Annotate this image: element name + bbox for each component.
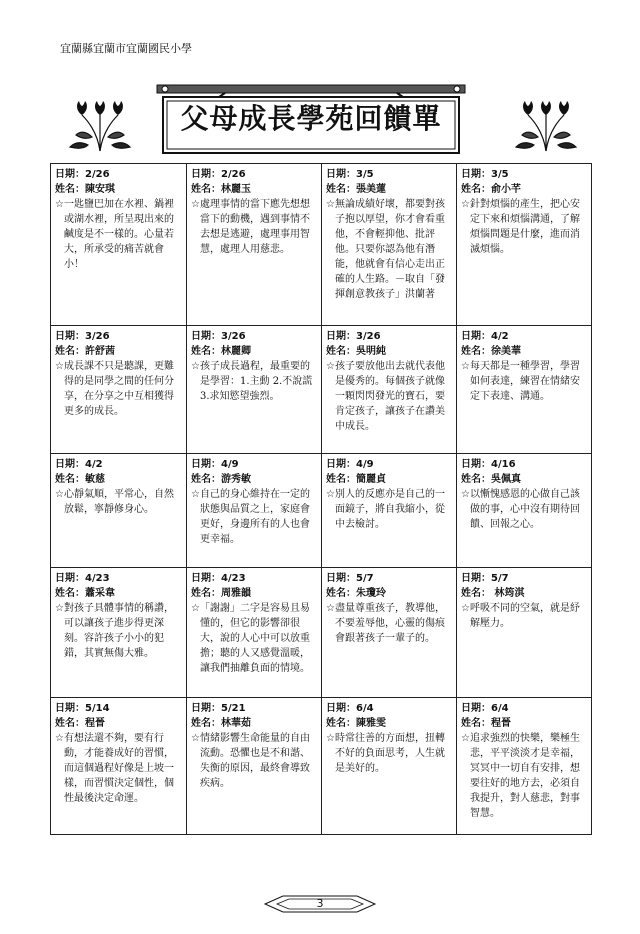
star-icon: ☆ [55,489,64,500]
card-body [461,197,587,257]
card-name [461,586,587,601]
name-value: 陳安琪 [85,184,115,195]
name-value: 敏慈 [85,474,105,485]
date-value: 2/26 [85,169,110,180]
feedback-card [457,568,592,698]
card-date [461,571,587,586]
card-date [191,329,317,344]
date-label: 日期： [191,459,221,470]
feedback-card [187,568,322,698]
card-date [326,701,452,716]
card-date [326,457,452,472]
card-name [55,586,182,601]
card-text: 「謝謝」二字是容易且易懂的，但它的影響卻很大，說的人心中可以放重擔；聽的人又感覺溫暖，讓我們抽離負面的情境。 [199,603,310,674]
card-date [461,329,587,344]
card-body [191,359,317,404]
date-value: 4/9 [221,459,239,470]
name-value: 程晉 [491,718,511,729]
date-label: 日期： [55,169,85,180]
name-label: 姓名： [55,718,85,729]
card-name [461,182,587,197]
name-value: 林筠淇 [491,588,525,599]
card-name [326,344,452,359]
card-date [55,571,182,586]
card-name [326,716,452,731]
card-date [326,329,452,344]
name-value: 俞小芊 [491,184,521,195]
card-name [461,716,587,731]
date-value: 5/21 [221,703,246,714]
card-date [461,167,587,182]
card-name [461,344,587,359]
card-date [461,701,587,716]
date-value: 6/4 [356,703,374,714]
name-value: 簡麗貞 [356,474,386,485]
card-body [55,731,182,806]
left-flower-icon [68,101,132,157]
date-value: 3/26 [221,331,246,342]
date-value: 4/2 [85,459,103,470]
card-body [191,197,317,257]
date-label: 日期： [461,703,491,714]
card-name [191,472,317,487]
card-body [326,731,452,776]
grid-row [51,164,592,326]
star-icon: ☆ [461,733,470,744]
date-label: 日期： [191,331,221,342]
name-value: 林麗卿 [221,346,251,357]
name-value: 朱瓊玲 [356,588,386,599]
name-value: 蕭采韋 [85,588,115,599]
name-label: 姓名： [461,474,491,485]
card-text: 對孩子具體事情的稱讚，可以讓孩子進步得更深刻。容許孩子小小的犯錯，其實無傷大雅。 [63,603,174,659]
name-label: 姓名： [191,346,221,357]
card-date [55,167,182,182]
date-label: 日期： [326,169,356,180]
card-text: 別人的反應亦是自己的一面鏡子，將自我縮小，從中去檢討。 [334,489,445,530]
star-icon: ☆ [461,489,470,500]
name-label: 姓名： [326,184,356,195]
star-icon: ☆ [461,603,470,614]
page-title: 父母成長學苑回饋單 [180,102,442,135]
name-label: 姓名： [191,588,221,599]
name-label: 姓名： [461,588,491,599]
card-text: 自己的身心維持在一定的狀態與品質之上，家庭會更好，身邊所有的人也會更幸福。 [199,489,310,545]
name-label: 姓名： [326,346,356,357]
card-name [326,472,452,487]
star-icon: ☆ [191,199,200,210]
feedback-card [322,568,457,698]
card-text: 追求強烈的快樂，樂極生悲，平平淡淡才是幸福，冥冥中一切自有安排，想要往好的地方去，必須自我提升，對人慈悲，對事智慧。 [469,733,580,819]
card-name [191,716,317,731]
grid-row [51,454,592,568]
card-name [55,716,182,731]
name-value: 林華茹 [221,718,251,729]
grid-row [51,568,592,698]
card-text: 心靜氣順，平常心，自然放鬆，寧靜修身心。 [63,489,174,515]
card-date [55,457,182,472]
feedback-card [187,164,322,326]
card-text: 時常往善的方面想，扭轉不好的負面思考，人生就是美好的。 [334,733,445,774]
star-icon: ☆ [55,603,64,614]
feedback-card [187,454,322,568]
card-date [191,701,317,716]
name-value: 陳雅雯 [356,718,386,729]
date-value: 3/26 [356,331,381,342]
feedback-card [322,698,457,835]
date-value: 4/23 [221,573,246,584]
card-body [461,487,587,532]
name-label: 姓名： [191,184,221,195]
star-icon: ☆ [55,199,64,210]
date-value: 5/7 [491,573,509,584]
card-name [326,182,452,197]
star-icon: ☆ [326,361,335,372]
card-body [55,487,182,517]
card-body [191,601,317,676]
feedback-grid [50,163,592,835]
card-date [191,571,317,586]
card-text: 無論成績好壞，都要對孩子抱以厚望，你才會看重他，不會輕抑他、批評他。只要你認為他有潛能，他就會有信心走出正確的人生路。－取自「發揮創意教孩子」洪蘭著 [334,199,445,300]
star-icon: ☆ [326,199,335,210]
date-value: 4/16 [491,459,516,470]
feedback-card [187,326,322,454]
date-label: 日期： [461,331,491,342]
date-value: 4/2 [491,331,509,342]
grid-row [51,326,592,454]
card-body [191,487,317,547]
card-text: 盡量尊重孩子，教導他，不要羞辱他，心靈的傷痕會跟著孩子一輩子的。 [334,603,445,644]
card-text: 每天都是一種學習，學習如何表達，練習在情緒安定下表達、溝通。 [469,361,580,402]
name-label: 姓名： [55,184,85,195]
date-value: 4/23 [85,573,110,584]
feedback-card [51,568,187,698]
card-name [461,472,587,487]
card-date [55,701,182,716]
date-label: 日期： [55,459,85,470]
card-date [326,571,452,586]
name-label: 姓名： [191,474,221,485]
feedback-card [322,326,457,454]
card-text: 針對煩惱的產生，把心安定下來和煩惱溝通，了解煩惱問題是什麼，進而消滅煩惱。 [469,199,580,255]
name-value: 徐美華 [491,346,521,357]
name-value: 吳明純 [356,346,386,357]
date-value: 6/4 [491,703,509,714]
card-text: 處理事情的當下應先想想當下的動機，遇到事情不去想是逃避，處理事用智慧，處理人用慈悲。 [199,199,310,255]
card-text: 孩子成長過程，最重要的是學習：1.主動 2.不說謊 3.求知慾望強烈。 [199,361,313,402]
card-name [191,586,317,601]
card-body [326,601,452,646]
name-label: 姓名： [461,718,491,729]
star-icon: ☆ [55,361,64,372]
feedback-card [322,164,457,326]
name-value: 林麗玉 [221,184,251,195]
card-text: 孩子要放他出去就代表他是優秀的。每個孩子就像一顆閃閃發光的寶石，要肯定孩子，讓孩子在讚美中成長。 [334,361,445,432]
card-name [55,344,182,359]
star-icon: ☆ [55,733,64,744]
name-label: 姓名： [326,474,356,485]
date-value: 2/26 [221,169,246,180]
card-text: 以慚愧感恩的心做自己該做的事，心中沒有期待回饋、回報之心。 [469,489,580,530]
date-label: 日期： [55,573,85,584]
name-value: 張美蓮 [356,184,386,195]
star-icon: ☆ [461,361,470,372]
card-body [55,197,182,272]
date-label: 日期： [461,459,491,470]
date-label: 日期： [326,703,356,714]
card-date [191,457,317,472]
feedback-card [457,164,592,326]
date-label: 日期： [191,169,221,180]
feedback-card [51,326,187,454]
name-label: 姓名： [326,588,356,599]
star-icon: ☆ [326,489,335,500]
card-text: 有想法還不夠，要有行動，才能養成好的習慣，而這個過程好像是上坡一樣，而習慣決定個性，個性最後決定命運。 [63,733,174,804]
card-body [326,487,452,532]
name-label: 姓名： [55,474,85,485]
card-name [191,344,317,359]
title-banner [155,83,467,157]
card-body [55,359,182,419]
name-label: 姓名： [55,588,85,599]
card-text: 情緒影響生命能量的自由流動。恐懼也是不和諧、失衡的原因，最終會導致疾病。 [199,733,310,789]
name-label: 姓名： [191,718,221,729]
card-body [461,601,587,631]
star-icon: ☆ [326,603,335,614]
card-body [461,731,587,821]
feedback-card [187,698,322,835]
star-icon: ☆ [326,733,335,744]
date-value: 4/9 [356,459,374,470]
name-value: 周雅韻 [221,588,251,599]
card-body [326,359,452,434]
feedback-card [457,326,592,454]
date-label: 日期： [461,169,491,180]
date-label: 日期： [326,573,356,584]
date-value: 5/14 [85,703,110,714]
feedback-card [457,454,592,568]
name-value: 吳佩真 [491,474,521,485]
card-name [55,182,182,197]
date-label: 日期： [461,573,491,584]
star-icon: ☆ [191,603,200,614]
page-number: 3 [316,897,324,910]
card-name [326,586,452,601]
card-body [326,197,452,302]
date-value: 3/5 [491,169,509,180]
card-date [326,167,452,182]
card-body [461,359,587,404]
card-date [55,329,182,344]
date-value: 3/5 [356,169,374,180]
feedback-card [51,454,187,568]
feedback-card [51,698,187,835]
right-flower-icon [514,101,578,157]
name-value: 游秀敏 [221,474,251,485]
feedback-card [457,698,592,835]
card-text: 成長課不只是聽課，更難得的是同學之間的任何分享，在分享之中互相獲得更多的成長。 [63,361,174,417]
feedback-card [51,164,187,326]
date-label: 日期： [326,331,356,342]
name-label: 姓名： [461,346,491,357]
star-icon: ☆ [191,361,200,372]
name-label: 姓名： [326,718,356,729]
page-number-badge [263,894,377,914]
card-date [191,167,317,182]
card-name [55,472,182,487]
feedback-card [322,454,457,568]
grid-row [51,698,592,835]
card-text: 呼吸不同的空氣，就是紓解壓力。 [469,603,580,629]
card-date [461,457,587,472]
date-label: 日期： [191,573,221,584]
name-label: 姓名： [55,346,85,357]
card-body [191,731,317,791]
name-label: 姓名： [461,184,491,195]
date-label: 日期： [191,703,221,714]
date-label: 日期： [326,459,356,470]
card-name [191,182,317,197]
name-value: 程晉 [85,718,105,729]
star-icon: ☆ [461,199,470,210]
date-label: 日期： [55,703,85,714]
date-value: 3/26 [85,331,110,342]
date-value: 5/7 [356,573,374,584]
card-body [55,601,182,661]
name-value: 許舒茜 [85,346,115,357]
star-icon: ☆ [191,733,200,744]
date-label: 日期： [55,331,85,342]
star-icon: ☆ [191,489,200,500]
card-text: 一匙鹽巴加在水裡、鍋裡或湖水裡，所呈現出來的鹹度是不一樣的。心量若大，所承受的痛苦就會小！ [63,199,174,270]
school-name: 宜蘭縣宜蘭市宜蘭國民小學 [60,42,192,55]
